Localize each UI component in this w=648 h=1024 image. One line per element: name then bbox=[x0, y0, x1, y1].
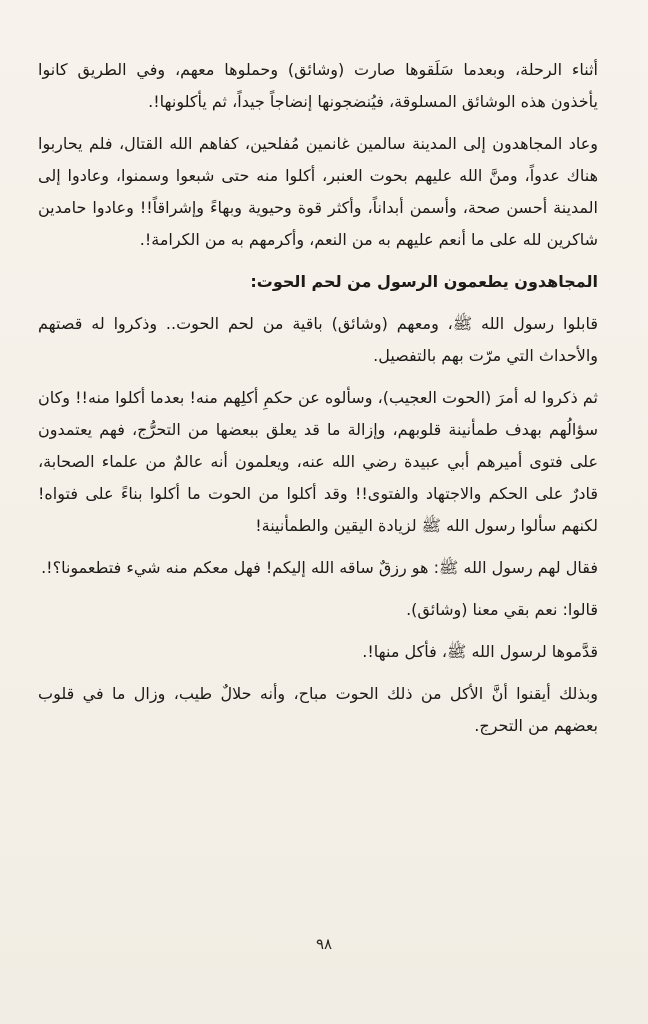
paragraph-1: أثناء الرحلة، وبعدما سَلَقوها صارت (وشائق) وحملوها معهم، وفي الطريق كانوا يأخذون هذه الوشائق المسلوقة، فيُنضجونها إنضاجاً جيداً، ثم يأكلونها!. bbox=[38, 60, 598, 111]
paragraph-7: قدَّموها لرسول الله ﷺ، فأكل منها!. bbox=[362, 642, 598, 661]
paragraph-8: وبذلك أيقنوا أنَّ الأكل من ذلك الحوت مباح، وأنه حلالٌ طيب، وزال ما في قلوب بعضهم من التحرج. bbox=[38, 684, 598, 735]
paragraph-6: قالوا: نعم بقي معنا (وشائق). bbox=[406, 600, 598, 619]
paragraph-5: فقال لهم رسول الله ﷺ: هو رزقٌ ساقه الله إليكم! فهل معكم منه شيء فتطعمونا؟!. bbox=[41, 558, 598, 577]
paragraph-3: قابلوا رسول الله ﷺ، ومعهم (وشائق) باقية من لحم الحوت.. وذكروا له قصتهم والأحداث التي مرّت بهم بالتفصيل. bbox=[38, 314, 598, 365]
paragraph-4: ثم ذكروا له أمرَ (الحوت العجيب)، وسألوه عن حكمِ أكلِهم منه! بعدما أكلوا منه!! وكان سؤالُهم بهدف طمأنينة قلوبهم، وإزالة ما قد يعلق ببعضها من التحرُّج، فهم يعتمدون على فتوى أميرهم أبي عبيدة رضي الله عنه، ويعلمون أنه عالمٌ من علماء الصحابة، قادرٌ على الحكم والاجتهاد والفتوى!! وقد أكلوا من الحوت ما أكلوا بناءً على فتواه! لكنهم سألوا رسول الله ﷺ لزيادة اليقين والطمأنينة! bbox=[38, 388, 598, 535]
page-number: ٩٨ bbox=[315, 935, 333, 953]
paragraph-2: وعاد المجاهدون إلى المدينة سالمين غانمين مُفلحين، كفاهم الله القتال، فلم يحاربوا هناك عدواً، ومنَّ الله عليهم بحوت العنبر، أكلوا منه حتى شبعوا وسمنوا، وعادوا إلى المدينة أحسن صحة، وأسمن أبداناً، وأكثر قوة وحيوية وبهاءً وإشراقاً!! وعادوا حامدين شاكرين لله على ما أنعم عليهم به من النعم، وأكرمهم به من الكرامة!. bbox=[38, 134, 598, 249]
section-heading: المجاهدون يطعمون الرسول من لحم الحوت: bbox=[250, 272, 598, 291]
body-text bbox=[38, 54, 598, 752]
